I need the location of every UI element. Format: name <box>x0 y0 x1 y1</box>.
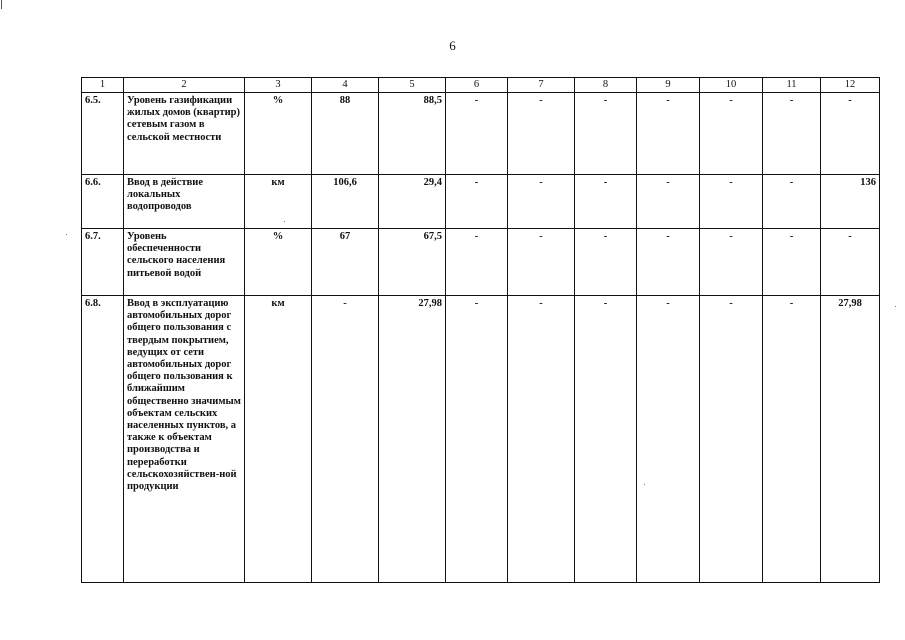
scan-dot <box>895 306 896 307</box>
page-number: 6 <box>449 38 456 53</box>
value-cell: 88 <box>312 93 379 175</box>
indicator-name: Ввод в эксплуатацию автомобильных дорог общего пользования с твердым покрытием, ведущих от сети автомобильных дорог общего пользования к ближайшим общественно значимым объектам сельских населенных пунктов, а также к объектам производства и переработки сельскохозяйствен-ной продукции <box>124 296 245 583</box>
value-cell: - <box>700 93 763 175</box>
value-cell: - <box>637 296 700 583</box>
value-cell: - <box>446 93 508 175</box>
indicator-table <box>81 77 880 583</box>
value-cell: - <box>637 93 700 175</box>
value-cell: - <box>700 229 763 296</box>
value-cell: - <box>446 175 508 229</box>
unit-cell: % <box>245 229 312 296</box>
value-cell: - <box>637 229 700 296</box>
value-cell: - <box>575 296 637 583</box>
value-cell: - <box>508 296 575 583</box>
value-cell: - <box>700 175 763 229</box>
row-number: 6.6. <box>82 175 124 229</box>
value-cell: - <box>446 296 508 583</box>
table-row <box>82 296 880 583</box>
scan-edge-mark <box>1 0 2 9</box>
column-header: 3 <box>245 78 312 93</box>
column-header: 4 <box>312 78 379 93</box>
value-cell: - <box>312 296 379 583</box>
value-cell: 88,5 <box>379 93 446 175</box>
unit-cell: % <box>245 93 312 175</box>
value-cell: 67 <box>312 229 379 296</box>
value-cell: - <box>508 93 575 175</box>
row-number: 6.8. <box>82 296 124 583</box>
value-cell: - <box>763 93 821 175</box>
unit-cell: км <box>245 175 312 229</box>
table-row <box>82 175 880 229</box>
indicator-name: Уровень обеспеченности сельского населения питьевой водой <box>124 229 245 296</box>
row-number: 6.7. <box>82 229 124 296</box>
table-row <box>82 93 880 175</box>
column-header: 12 <box>821 78 880 93</box>
value-cell: - <box>446 229 508 296</box>
value-cell: - <box>763 175 821 229</box>
value-cell: - <box>575 93 637 175</box>
column-header: 5 <box>379 78 446 93</box>
value-cell: 29,4 <box>379 175 446 229</box>
column-header: 11 <box>763 78 821 93</box>
value-cell: - <box>508 175 575 229</box>
value-cell: 106,6 <box>312 175 379 229</box>
table-header-row <box>82 78 880 93</box>
value-cell: - <box>821 93 880 175</box>
column-header: 6 <box>446 78 508 93</box>
indicator-name: Ввод в действие локальных водопроводов <box>124 175 245 229</box>
value-cell: - <box>508 229 575 296</box>
scan-dot <box>66 234 67 235</box>
value-cell: - <box>700 296 763 583</box>
unit-cell: км <box>245 296 312 583</box>
table-row <box>82 229 880 296</box>
column-header: 9 <box>637 78 700 93</box>
value-cell: - <box>763 229 821 296</box>
value-cell: - <box>821 229 880 296</box>
column-header: 8 <box>575 78 637 93</box>
value-cell: - <box>637 175 700 229</box>
column-header: 1 <box>82 78 124 93</box>
value-cell: 27,98 <box>379 296 446 583</box>
indicator-name: Уровень газификации жилых домов (квартир) сетевым газом в сельской местности <box>124 93 245 175</box>
column-header: 7 <box>508 78 575 93</box>
value-cell: - <box>763 296 821 583</box>
value-cell: 27,98 <box>821 296 880 583</box>
value-cell: 136 <box>821 175 880 229</box>
column-header: 10 <box>700 78 763 93</box>
value-cell: 67,5 <box>379 229 446 296</box>
value-cell: - <box>575 229 637 296</box>
value-cell: - <box>575 175 637 229</box>
column-header: 2 <box>124 78 245 93</box>
row-number: 6.5. <box>82 93 124 175</box>
